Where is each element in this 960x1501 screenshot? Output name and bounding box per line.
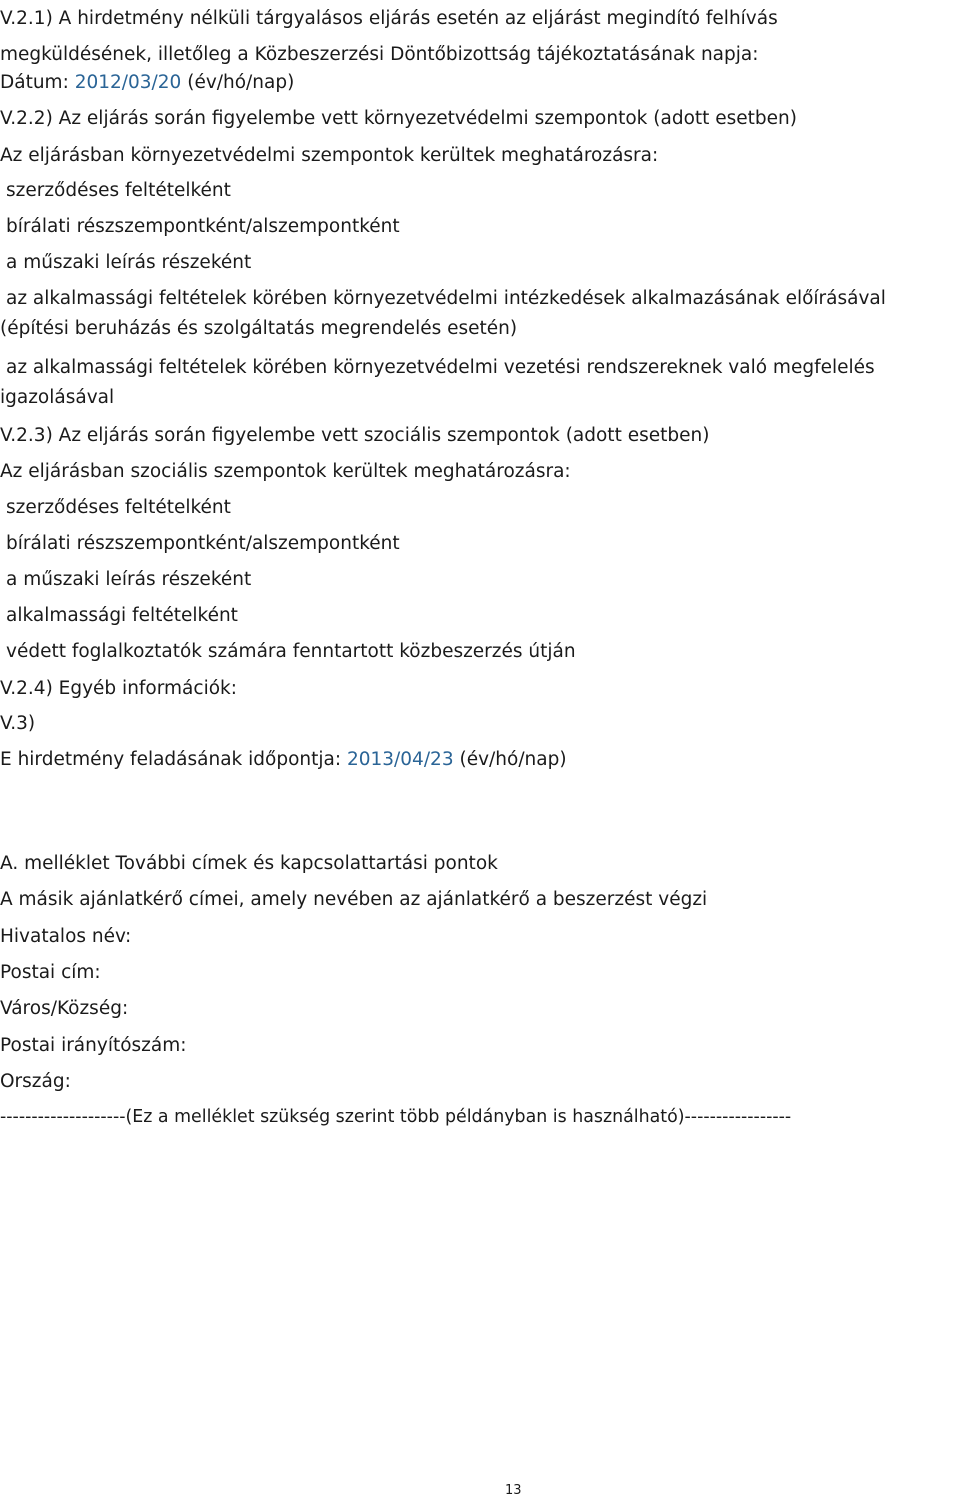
annex-a-subtitle: A másik ajánlatkérő címei, amely nevében az ajánlatkérő a beszerzést végzi: [0, 889, 708, 910]
dispatch-format: (év/hó/nap): [453, 749, 567, 770]
v22-option-measures-line1: az alkalmassági feltételek körében környezetvédelmi intézkedések alkalmazásának előírásával: [6, 288, 886, 309]
dispatch-date-row: [0, 747, 567, 773]
v23-option-contract: szerződéses feltételként: [6, 497, 231, 518]
country-label: Ország:: [0, 1071, 71, 1092]
v21-date-row: [0, 70, 294, 96]
page-number: 13: [505, 1483, 522, 1498]
v24-heading: V.2.4) Egyéb információk:: [0, 678, 237, 699]
v22-heading: V.2.2) Az eljárás során figyelembe vett környezetvédelmi szempontok (adott esetben): [0, 108, 797, 129]
v23-option-subcriteria: bírálati részszempontként/alszempontként: [6, 533, 400, 554]
v22-option-subcriteria: bírálati részszempontként/alszempontként: [6, 216, 400, 237]
postal-code-label: Postai irányítószám:: [0, 1035, 187, 1056]
postal-address-label: Postai cím:: [0, 962, 101, 983]
v21-heading-line2: megküldésének, illetőleg a Közbeszerzési Döntőbizottság tájékoztatásának napja:: [0, 44, 759, 65]
v22-intro: Az eljárásban környezetvédelmi szempontok kerültek meghatározásra:: [0, 145, 659, 166]
v3-heading: V.3): [0, 713, 36, 734]
v23-option-sheltered: védett foglalkoztatók számára fenntartott közbeszerzés útján: [6, 641, 576, 662]
v22-option-measures-line2: (építési beruházás és szolgáltatás megrendelés esetén): [0, 318, 518, 339]
v22-option-management-line1: az alkalmassági feltételek körében környezetvédelmi vezetési rendszereknek való megfelelés: [6, 357, 875, 378]
date-label: Dátum:: [0, 72, 75, 93]
dispatch-value: 2013/04/23: [346, 749, 454, 770]
v21-heading-line1: V.2.1) A hirdetmény nélküli tárgyalásos eljárás esetén az eljárást megindító felhívás: [0, 8, 778, 29]
v23-heading: V.2.3) Az eljárás során figyelembe vett szociális szempontok (adott esetben): [0, 425, 710, 446]
v22-option-technical: a műszaki leírás részeként: [6, 252, 252, 273]
dispatch-label: E hirdetmény feladásának időpontja:: [0, 749, 347, 770]
v23-intro: Az eljárásban szociális szempontok kerültek meghatározásra:: [0, 461, 571, 482]
annex-footer-note: --------------------(Ez a melléklet szükség szerint több példányban is használható)-----------------: [0, 1107, 792, 1127]
v22-option-management-line2: igazolásával: [0, 387, 115, 408]
v23-option-technical: a műszaki leírás részeként: [6, 569, 252, 590]
date-value: 2012/03/20: [74, 72, 182, 93]
city-label: Város/Község:: [0, 998, 129, 1019]
annex-a-title: A. melléklet További címek és kapcsolattartási pontok: [0, 853, 498, 874]
v22-option-contract: szerződéses feltételként: [6, 180, 231, 201]
v23-option-suitability: alkalmassági feltételként: [6, 605, 238, 626]
date-format: (év/hó/nap): [181, 72, 295, 93]
official-name-label: Hivatalos név:: [0, 926, 132, 947]
